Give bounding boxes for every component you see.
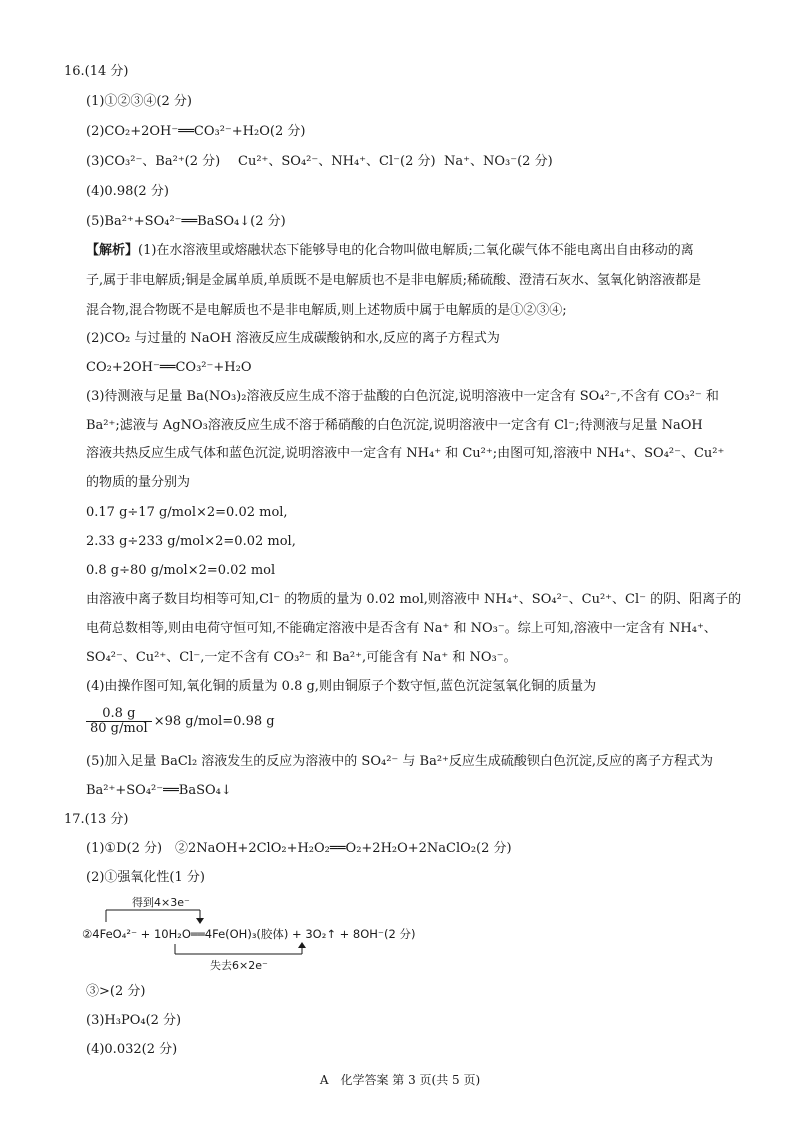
fraction bbox=[86, 707, 152, 736]
analysis-line-16: (4)由操作图可知,氧化铜的质量为 0.8 g,则由铜原子个数守恒,蓝色沉淀氢氧化铜的质量为 bbox=[86, 679, 597, 694]
analysis-line-2: 子,属于非电解质;铜是金属单质,单质既不是电解质也不是非电解质;稀硫酸、澄清石灰水、氢氧化钠溶液都是 bbox=[86, 273, 702, 288]
analysis-line-8: 溶液共热反应生成气体和蓝色沉淀,说明溶液中一定含有 NH₄⁺ 和 Cu²⁺;由图可知,溶液中 NH₄⁺、SO₄²⁻、Cu²⁺ bbox=[86, 446, 725, 461]
electron-lose-label: 失去6×2e⁻ bbox=[210, 959, 268, 972]
q16-answer-4: (4)0.98(2 分) bbox=[86, 184, 169, 199]
q16-title: 16.(14 分) bbox=[64, 64, 129, 79]
q16-answer-2: (2)CO₂+2OH⁻══CO₃²⁻+H₂O(2 分) bbox=[86, 124, 306, 139]
calc-line-1: 0.17 g÷17 g/mol×2=0.02 mol, bbox=[86, 505, 288, 520]
fraction-denominator: 80 g/mol bbox=[90, 721, 148, 736]
lose-arrowhead bbox=[298, 942, 306, 948]
analysis-line-7: Ba²⁺;滤液与 AgNO₃溶液反应生成不溶于稀硝酸的白色沉淀,说明溶液中一定含有 Cl⁻;待测液与足量 NaOH bbox=[86, 418, 703, 433]
analysis-line-15: SO₄²⁻、Cu²⁺、Cl⁻,一定不含有 CO₃²⁻ 和 Ba²⁺,可能含有 Na⁺ 和 NO₃⁻。 bbox=[86, 650, 517, 665]
q16-answer-3c: Na⁺、NO₃⁻(2 分) bbox=[444, 154, 553, 169]
q16-answer-3b: Cu²⁺、SO₄²⁻、NH₄⁺、Cl⁻(2 分) bbox=[238, 154, 436, 169]
analysis-text-1a: (1)在水溶液里或熔融状态下能够导电的化合物叫做电解质;二氧化碳气体不能电离出自由移动的离 bbox=[138, 243, 694, 258]
analysis-line-3: 混合物,混合物既不是电解质也不是非电解质,则上述物质中属于电解质的是①②③④; bbox=[86, 303, 567, 318]
analysis-line-1 bbox=[86, 241, 694, 261]
q17-answer-2c: ③>(2 分) bbox=[86, 984, 146, 999]
q16-answer-3a: (3)CO₃²⁻、Ba²⁺(2 分) bbox=[86, 154, 221, 169]
electron-gain-label: 得到4×3e⁻ bbox=[132, 896, 190, 909]
q16-answer-5: (5)Ba²⁺+SO₄²⁻══BaSO₄↓(2 分) bbox=[86, 214, 286, 229]
q17-answer-3: (3)H₃PO₄(2 分) bbox=[86, 1013, 182, 1028]
calc-line-3: 0.8 g÷80 g/mol×2=0.02 mol bbox=[86, 563, 276, 578]
page-footer: A 化学答案 第 3 页(共 5 页) bbox=[319, 1073, 481, 1087]
fraction-numerator: 0.8 g bbox=[86, 707, 152, 722]
ionic-equation-1: CO₂+2OH⁻══CO₃²⁻+H₂O bbox=[86, 360, 252, 375]
q16-answer-1: (1)①②③④(2 分) bbox=[86, 94, 192, 109]
calc-line-2: 2.33 g÷233 g/mol×2=0.02 mol, bbox=[86, 534, 296, 549]
analysis-line-14: 电荷总数相等,则由电荷守恒可知,不能确定溶液中是否含有 Na⁺ 和 NO₃⁻。综上可知,溶液中一定含有 NH₄⁺、 bbox=[86, 621, 717, 636]
analysis-line-4: (2)CO₂ 与过量的 NaOH 溶液反应生成碳酸钠和水,反应的离子方程式为 bbox=[86, 331, 500, 346]
analysis-line-18: (5)加入足量 BaCl₂ 溶液发生的反应为溶液中的 SO₄²⁻ 与 Ba²⁺反应生成硫酸钡白色沉淀,反应的离子方程式为 bbox=[86, 754, 714, 769]
fraction-calc bbox=[86, 707, 275, 736]
redox-equation: ②4FeO₄²⁻ + 10H₂O══4Fe(OH)₃(胶体) + 3O₂↑ + 8OH⁻(2 分) bbox=[82, 927, 416, 941]
q17-answer-1: (1)①D(2 分) ②2NaOH+2ClO₂+H₂O₂══O₂+2H₂O+2NaClO₂(2 分) bbox=[86, 841, 512, 856]
analysis-line-13: 由溶液中离子数目均相等可知,Cl⁻ 的物质的量为 0.02 mol,则溶液中 NH₄⁺、SO₄²⁻、Cu²⁺、Cl⁻ 的阴、阳离子的 bbox=[86, 592, 742, 607]
gain-arrowhead bbox=[196, 918, 204, 924]
analysis-line-6: (3)待测液与足量 Ba(NO₃)₂溶液反应生成不溶于盐酸的白色沉淀,说明溶液中一定含有 SO₄²⁻,不含有 CO₃²⁻ 和 bbox=[86, 389, 719, 404]
q17-answer-4: (4)0.032(2 分) bbox=[86, 1042, 178, 1057]
analysis-label: 【解析】 bbox=[86, 243, 139, 258]
q17-title: 17.(13 分) bbox=[64, 812, 129, 827]
analysis-line-9: 的物质的量分别为 bbox=[86, 475, 191, 490]
q17-answer-2a: (2)①强氧化性(1 分) bbox=[86, 870, 205, 885]
ionic-equation-2: Ba²⁺+SO₄²⁻══BaSO₄↓ bbox=[86, 783, 232, 798]
electron-transfer-diagram bbox=[80, 892, 500, 974]
fraction-result: ×98 g/mol=0.98 g bbox=[153, 714, 275, 729]
